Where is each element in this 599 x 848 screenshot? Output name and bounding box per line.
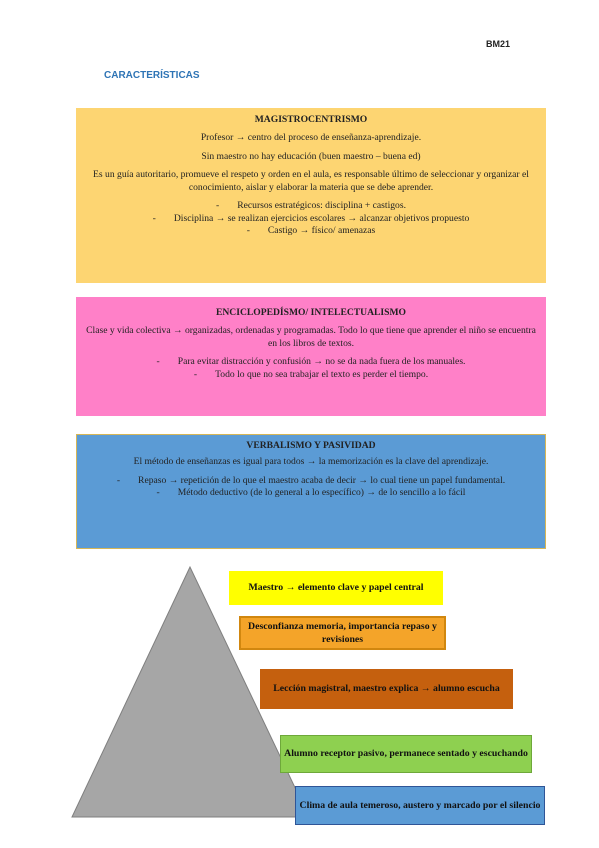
pyramid-label-maestro: Maestro → elemento clave y papel central: [229, 571, 443, 605]
list-item: - Todo lo que no sea trabajar el texto es perder el tiempo.: [86, 369, 536, 381]
list-item: - Recursos estratégicos: disciplina + castigos.: [86, 200, 536, 212]
list-item: - Para evitar distracción y confusión → no se da nada fuera de los manuales.: [86, 356, 536, 368]
pyramid-label-clima: Clima de aula temeroso, austero y marcado por el silencio: [295, 786, 545, 825]
box-paragraph: Sin maestro no hay educación (buen maestro – buena ed): [201, 150, 421, 162]
box-paragraph: Profesor → centro del proceso de enseñanza-aprendizaje.: [200, 132, 422, 144]
list-item: - Castigo → físico/ amenazas: [86, 225, 536, 237]
list-item: - Repaso → repetición de lo que el maestro acaba de decir → lo cual tiene un papel fundamental.: [87, 475, 535, 487]
pyramid-label-leccion: Lección magistral, maestro explica → alumno escucha: [260, 669, 513, 709]
list-item: - Método deductivo (de lo general a lo específico) → de lo sencillo a lo fácil: [87, 487, 535, 499]
box-paragraph: El método de enseñanzas es igual para todos → la memorización es la clave del aprendizaje.: [133, 456, 489, 468]
box-title: ENCICLOPEDÍSMO/ INTELECTUALISMO: [215, 307, 407, 318]
box-title: VERBALISMO Y PASIVIDAD: [246, 440, 376, 451]
box-title: MAGISTROCENTRISMO: [254, 114, 368, 125]
document-code: BM21: [486, 39, 511, 49]
box-paragraph: Clase y vida colectiva → organizadas, ordenadas y programadas. Todo lo que tiene que aprender el niño se encuentra en los libros de textos.: [86, 325, 536, 349]
list-item: - Disciplina → se realizan ejercicios escolares → alcanzar objetivos propuesto: [86, 213, 536, 225]
pyramid-label-memoria: Desconfianza memoria, importancia repaso y revisiones: [239, 616, 446, 650]
box-paragraph: Es un guía autoritario, promueve el respeto y orden en el aula, es responsable último de seleccionar y organizar el conocimiento, aislar y elaborar la materia que se debe aprender.: [93, 169, 529, 193]
pyramid-label-alumno: Alumno receptor pasivo, permanece sentado y escuchando: [280, 735, 532, 773]
section-heading: CARACTERÍSTICAS: [104, 70, 200, 81]
